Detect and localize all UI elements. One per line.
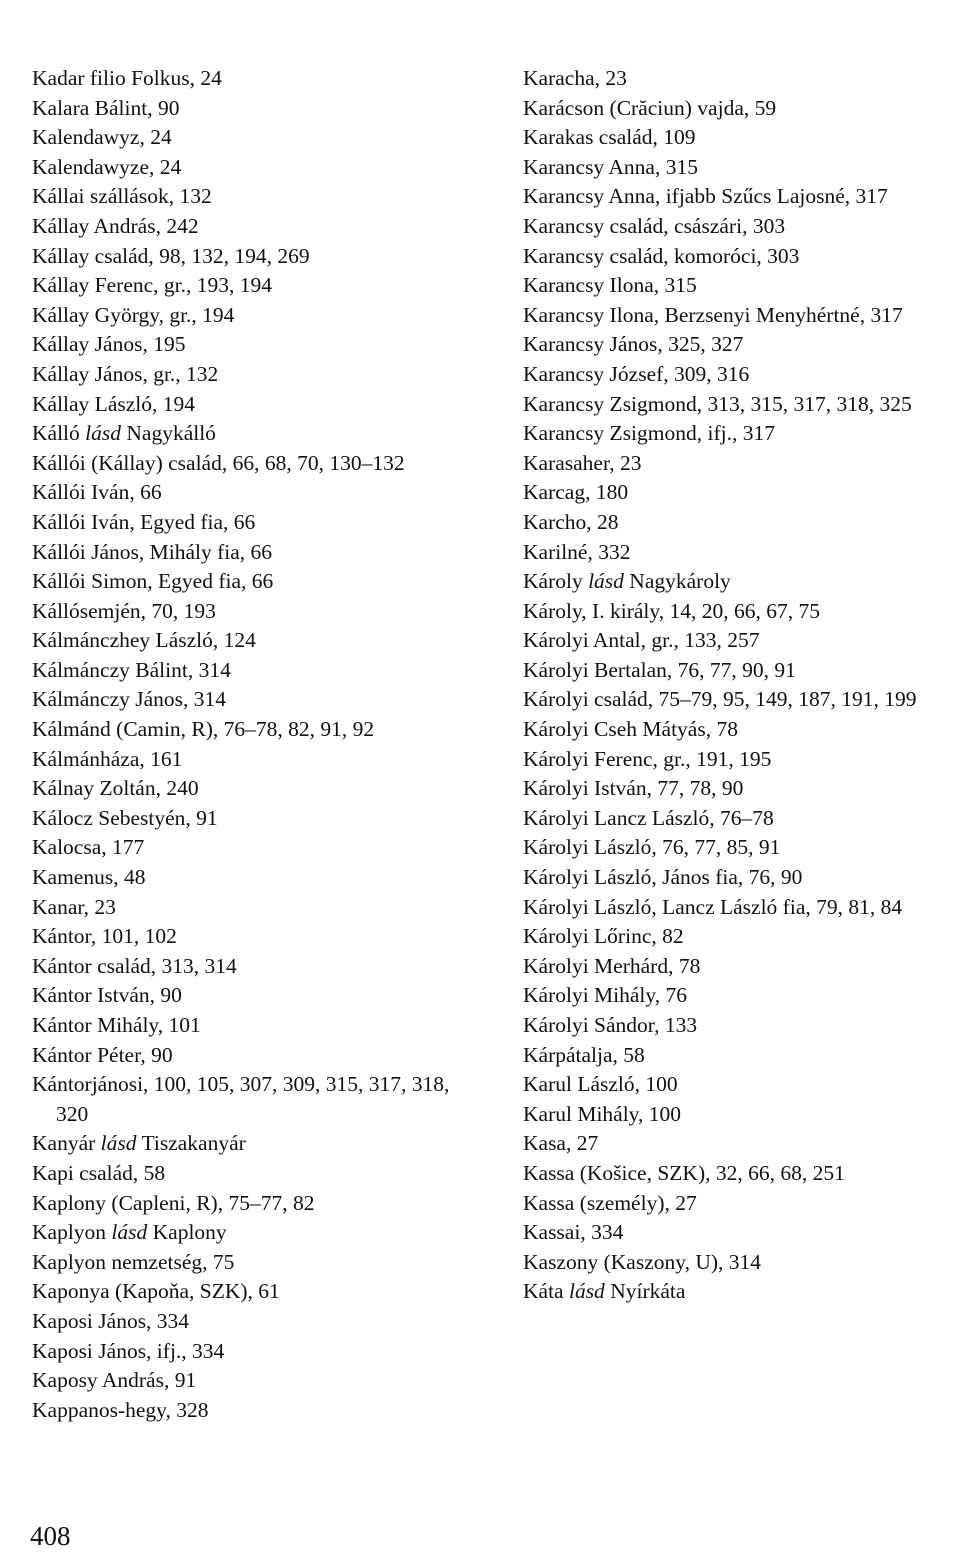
index-entry: Karul Mihály, 100	[523, 1101, 682, 1126]
index-entry: Kállai szállások, 132	[32, 184, 212, 209]
index-entry	[523, 567, 948, 597]
entry-term: Kálló	[32, 421, 86, 446]
index-entry: Kállay János, 195	[32, 332, 186, 357]
index-entry: Károlyi Lancz László, 76–78	[523, 805, 774, 830]
index-entry: Karasaher, 23	[523, 450, 642, 475]
index-entry: Kállói János, Mihály fia, 66	[32, 539, 273, 564]
index-entry: Károlyi László, Lancz László fia, 79, 81, 84	[523, 894, 903, 919]
index-entry: Károlyi család, 75–79, 95, 149, 187, 191, 199	[523, 687, 917, 712]
index-entry: Kállói Iván, Egyed fia, 66	[32, 509, 256, 534]
index-entry: Károly, I. király, 14, 20, 66, 67, 75	[523, 598, 820, 623]
entry-target: Kaplony	[147, 1220, 227, 1245]
index-entry: Kálmánd (Camin, R), 76–78, 82, 91, 92	[32, 717, 375, 742]
index-entry: Kappanos-hegy, 328	[32, 1397, 209, 1422]
index-entry: Karancsy Ilona, Berzsenyi Menyhértné, 317	[523, 302, 903, 327]
index-entry: Karancsy János, 325, 327	[523, 332, 744, 357]
index-entry	[32, 1218, 482, 1248]
index-entry: Kárpátalja, 58	[523, 1042, 645, 1067]
index-entry: Karcag, 180	[523, 480, 629, 505]
index-entry: Kálnay Zoltán, 240	[32, 776, 199, 801]
index-entry: Kálmánczhey László, 124	[32, 628, 256, 653]
entry-target: Nagykálló	[121, 421, 216, 446]
index-entry: Kántor Mihály, 101	[32, 1013, 201, 1037]
entry-target: Nagykároly	[623, 569, 731, 594]
index-entry: Károlyi Sándor, 133	[523, 1013, 698, 1037]
index-entry: Karancsy Anna, 315	[523, 154, 698, 179]
index-entry: Karancsy Ilona, 315	[523, 273, 697, 298]
index-entry: Kálmánczy Bálint, 314	[32, 657, 231, 682]
index-entry: Kaplyon nemzetség, 75	[32, 1249, 235, 1274]
index-entry: Károlyi László, János fia, 76, 90	[523, 865, 803, 890]
index-entry: Kántor István, 90	[32, 983, 182, 1008]
index-entry: Karcho, 28	[523, 509, 619, 534]
index-entry: Kaszony (Kaszony, U), 314	[523, 1249, 762, 1274]
index-entry: Kálmánháza, 161	[32, 746, 183, 771]
index-entry: Kállay Ferenc, gr., 193, 194	[32, 273, 273, 298]
index-entry: Kapi család, 58	[32, 1160, 166, 1185]
index-entry: Karancsy Zsigmond, 313, 315, 317, 318, 325	[523, 391, 912, 416]
index-entry: Kadar filio Folkus, 24	[32, 66, 222, 90]
index-entry: Kállay János, gr., 132	[32, 361, 219, 386]
index-entry: Kassa (személy), 27	[523, 1190, 697, 1215]
index-entry: Karancsy Anna, ifjabb Szűcs Lajosné, 317	[523, 184, 888, 209]
index-entry: Kanar, 23	[32, 894, 116, 919]
index-entry: Karilné, 332	[523, 539, 631, 564]
entry-target: Nyírkáta	[604, 1279, 686, 1304]
index-entry: Kasa, 27	[523, 1131, 599, 1156]
entry-term: Kaplyon	[32, 1220, 112, 1245]
index-entry: Karancsy Zsigmond, ifj., 317	[523, 421, 775, 446]
index-entry: Kállay György, gr., 194	[32, 302, 235, 327]
see-reference: lásd	[111, 1220, 148, 1245]
index-entry: Kalendawyz, 24	[32, 125, 172, 150]
index-entry: Karakas család, 109	[523, 125, 696, 150]
index-entry: Karacha, 23	[523, 66, 627, 90]
see-reference: lásd	[588, 569, 624, 594]
entry-term: Káta	[523, 1279, 569, 1304]
index-entry: Kántor család, 313, 314	[32, 953, 237, 978]
index-entry: Kálmánczy János, 314	[32, 687, 227, 712]
index-entry: Kalendawyze, 24	[32, 154, 182, 179]
index-entry: Károlyi Cseh Mátyás, 78	[523, 717, 738, 742]
index-entry: Kállói (Kállay) család, 66, 68, 70, 130–132	[32, 450, 405, 475]
entry-target: Tiszakanyár	[136, 1131, 246, 1156]
index-entry: Károlyi Merhárd, 78	[523, 953, 701, 978]
index-entry: Karul László, 100	[523, 1072, 678, 1097]
index-column-right	[523, 64, 948, 1307]
index-entry: Kamenus, 48	[32, 865, 146, 890]
see-reference: lásd	[100, 1131, 137, 1156]
index-entry: Kállói Simon, Egyed fia, 66	[32, 569, 274, 594]
index-entry: Karancsy család, császári, 303	[523, 213, 786, 238]
entry-term: Kanyár	[32, 1131, 101, 1156]
index-entry: Károlyi Mihály, 76	[523, 983, 688, 1008]
index-entry	[32, 419, 482, 449]
index-entry: Kalara Bálint, 90	[32, 95, 180, 120]
index-entry: Károlyi Lőrinc, 82	[523, 924, 684, 949]
index-entry	[32, 1129, 482, 1159]
index-entry: Kántorjánosi, 100, 105, 307, 309, 315, 317, 318, 320	[32, 1072, 450, 1126]
see-reference: lásd	[568, 1279, 605, 1304]
index-entry: Károlyi Bertalan, 76, 77, 90, 91	[523, 657, 796, 682]
index-entry: Kállay András, 242	[32, 213, 199, 238]
index-entry: Károlyi Ferenc, gr., 191, 195	[523, 746, 772, 771]
index-entry: Karancsy József, 309, 316	[523, 361, 750, 386]
index-entry: Kállósemjén, 70, 193	[32, 598, 216, 623]
index-entry: Kassa (Košice, SZK), 32, 66, 68, 251	[523, 1160, 845, 1185]
index-entry: Karancsy család, komoróci, 303	[523, 243, 800, 268]
index-entry: Kálocz Sebestyén, 91	[32, 805, 218, 830]
index-entry: Kaposi János, ifj., 334	[32, 1338, 225, 1363]
index-column-left	[32, 64, 482, 1425]
index-entry	[523, 1277, 948, 1307]
index-entry: Karácson (Crăciun) vajda, 59	[523, 95, 777, 120]
index-entry: Károlyi Antal, gr., 133, 257	[523, 628, 760, 653]
index-entry: Kállay László, 194	[32, 391, 195, 416]
index-entry: Kassai, 334	[523, 1220, 624, 1245]
index-entry: Kaposy András, 91	[32, 1368, 197, 1393]
index-entry: Kállay család, 98, 132, 194, 269	[32, 243, 310, 268]
entry-term: Károly	[523, 569, 589, 594]
page-number: 408	[30, 1521, 71, 1551]
index-entry: Kállói Iván, 66	[32, 480, 162, 505]
index-entry: Kaponya (Kapoňa, SZK), 61	[32, 1279, 280, 1304]
index-entry: Kalocsa, 177	[32, 835, 145, 860]
see-reference: lásd	[85, 421, 121, 446]
index-entry: Kaposi János, 334	[32, 1308, 190, 1333]
index-entry: Kántor, 101, 102	[32, 924, 177, 949]
index-entry: Károlyi László, 76, 77, 85, 91	[523, 835, 781, 860]
index-entry: Károlyi István, 77, 78, 90	[523, 776, 744, 801]
index-entry: Kaplony (Capleni, R), 75–77, 82	[32, 1190, 315, 1215]
index-entry: Kántor Péter, 90	[32, 1042, 173, 1067]
